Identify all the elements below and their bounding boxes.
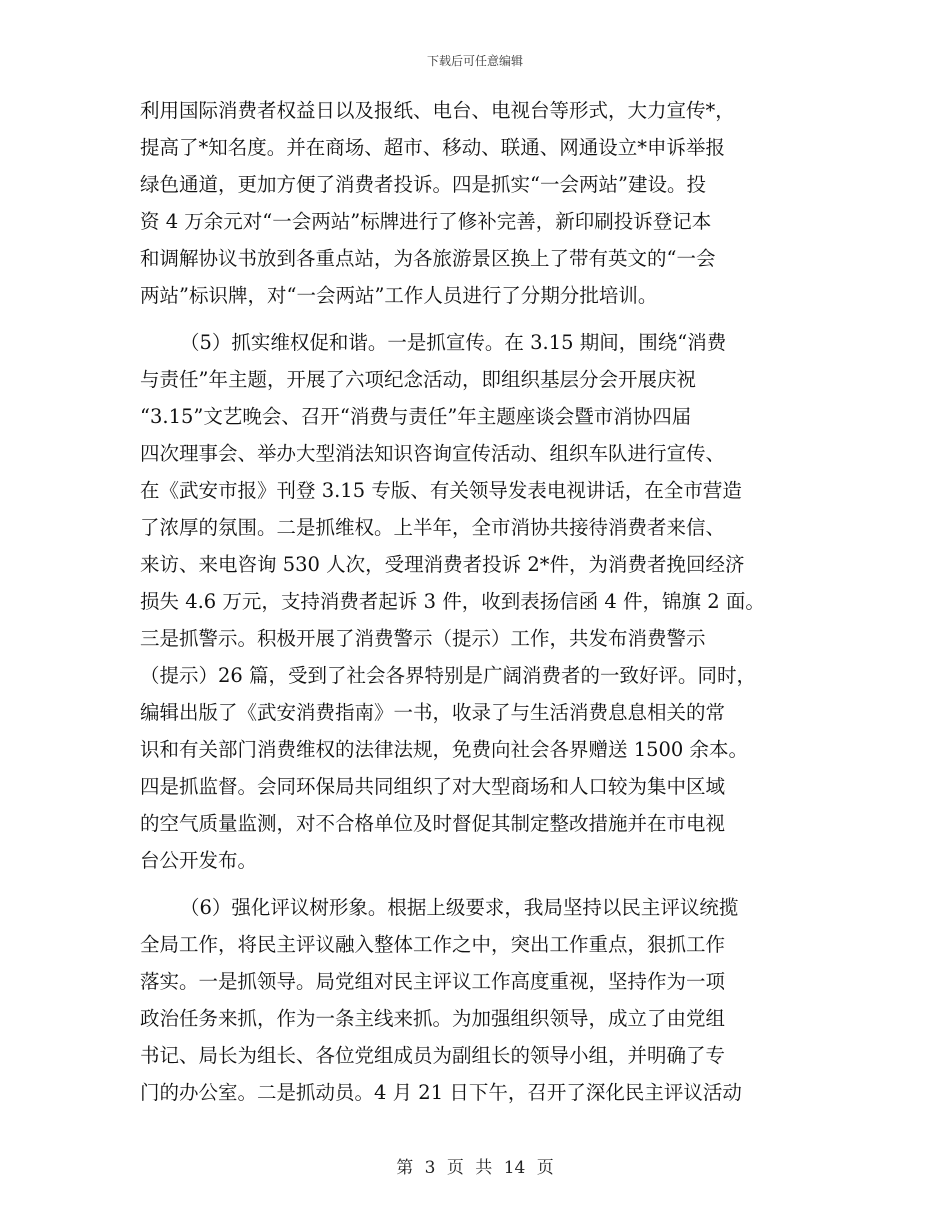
body-text <box>140 92 808 1111</box>
text-line: （提示）26 篇，受到了社会各界特别是广阔消费者的一致好评。同时， <box>140 664 757 687</box>
text-line: 利用国际消费者权益日以及报纸、电台、电视台等形式，大力宣传*， <box>140 99 735 122</box>
page-header: 下载后可任意编辑 <box>426 54 523 68</box>
text-line: 绿色通道，更加方便了消费者投诉。四是抓实“一会两站”建设。投 <box>140 173 706 196</box>
text-line: 书记、局长为组长、各位党组成员为副组长的领导小组，并明确了专 <box>140 1044 726 1067</box>
text-line: 识和有关部门消费维权的法律法规，免费向社会各界赠送 1500 余本。 <box>140 738 749 761</box>
text-line: 落实。一是抓领导。局党组对民主评议工作高度重视，坚持作为一项 <box>140 970 726 993</box>
text-line: 编辑出版了《武安消费指南》一书，收录了与生活消费息息相关的常 <box>140 701 726 724</box>
text-line: （6）强化评议树形象。根据上级要求，我局坚持以民主评议统揽 <box>180 896 739 919</box>
text-line: 政治任务来抓，作为一条主线来抓。为加强组织领导，成立了由党组 <box>140 1007 726 1030</box>
text-line: 门的办公室。二是抓动员。4 月 21 日下午，召开了深化民主评议活动 <box>140 1081 742 1104</box>
text-line: 两站”标识牌，对“一会两站”工作人员进行了分期分批培训。 <box>140 284 658 307</box>
text-line: 的空气质量监测，对不合格单位及时督促其制定整改措施并在市电视 <box>140 812 726 835</box>
text-line: 在《武安市报》刊登 3.15 专版、有关领导发表电视讲话，在全市营造 <box>140 479 742 502</box>
text-line: 三是抓警示。积极开展了消费警示（提示）工作，共发布消费警示 <box>140 627 706 650</box>
text-line: 四是抓监督。会同环保局共同组织了对大型商场和人口较为集中区域 <box>140 775 726 798</box>
text-line: “3.15”文艺晚会、召开“消费与责任”年主题座谈会暨市消协四届 <box>140 405 692 428</box>
paragraph-3 <box>140 889 808 1111</box>
paragraph-1 <box>140 92 808 314</box>
text-line: 了浓厚的氛围。二是抓维权。上半年，全市消协共接待消费者来信、 <box>140 516 726 539</box>
text-line: 损失 4.6 万元，支持消费者起诉 3 件，收到表扬信函 4 件，锦旗 2 面。 <box>140 590 765 613</box>
paragraph-2 <box>140 324 808 879</box>
text-line: 来访、来电咨询 530 人次，受理消费者投诉 2*件，为消费者挽回经济 <box>140 553 745 576</box>
text-line: 与责任”年主题，开展了六项纪念活动，即组织基层分会开展庆祝 <box>140 368 696 391</box>
text-line: 和调解协议书放到各重点站，为各旅游景区换上了带有英文的“一会 <box>140 247 716 270</box>
text-line: 台公开发布。 <box>140 849 258 872</box>
text-line: （5）抓实维权促和谐。一是抓宣传。在 3.15 期间，围绕“消费 <box>180 331 727 354</box>
text-line: 提高了*知名度。并在商场、超市、移动、联通、网通设立*申诉举报 <box>140 136 726 159</box>
text-line: 全局工作，将民主评议融入整体工作之中，突出工作重点，狠抓工作 <box>140 933 726 956</box>
text-line: 资 4 万余元对“一会两站”标牌进行了修补完善，新印刷投诉登记本 <box>140 210 712 233</box>
text-line: 四次理事会、举办大型消法知识咨询宣传活动、组织车队进行宣传、 <box>140 442 726 465</box>
page-number-footer: 第 3 页 共 14 页 <box>396 1158 554 1178</box>
